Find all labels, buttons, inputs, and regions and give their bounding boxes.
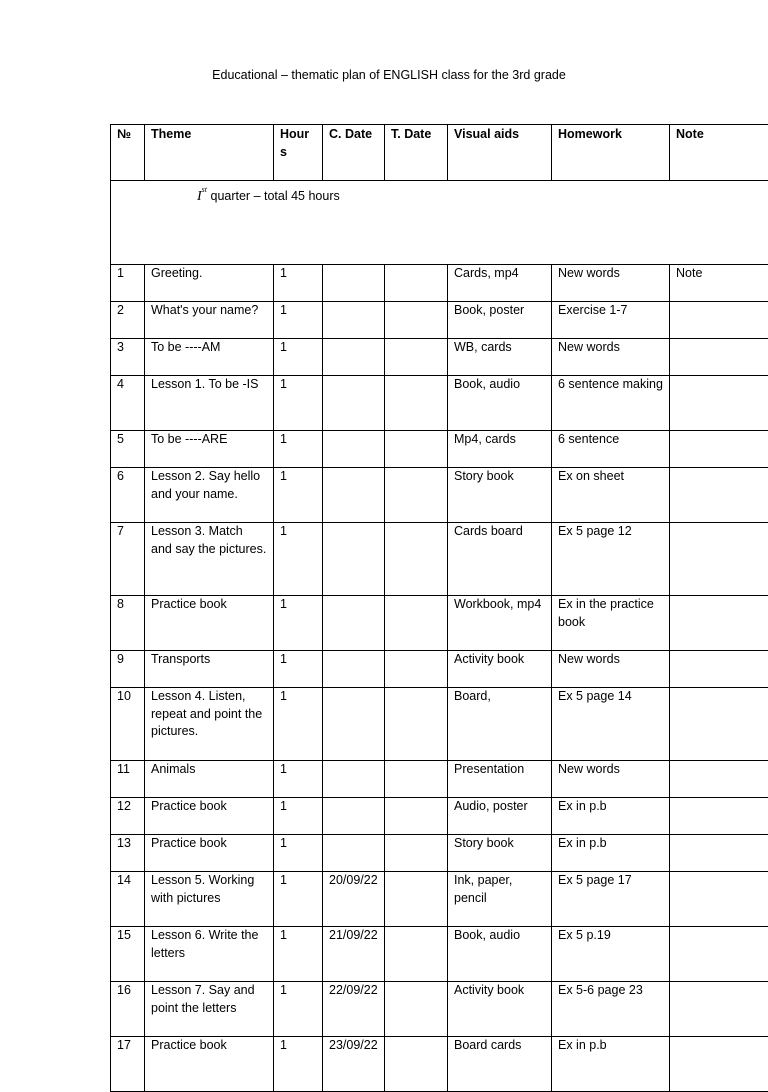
cell-visual-aids: Workbook, mp4: [448, 596, 552, 651]
header-number: №: [111, 125, 145, 181]
cell-hours: 1: [274, 835, 323, 872]
thematic-plan-table: [110, 124, 768, 1092]
cell-theme: Animals: [145, 761, 274, 798]
cell-homework: New words: [552, 265, 670, 302]
cell-c-date: [323, 651, 385, 688]
cell-hours: 1: [274, 468, 323, 523]
cell-note: [670, 982, 768, 1037]
document-title: Educational – thematic plan of ENGLISH class for the 3rd grade: [0, 68, 768, 82]
cell-number: 5: [111, 431, 145, 468]
cell-hours: 1: [274, 761, 323, 798]
cell-t-date: [385, 596, 448, 651]
cell-theme: Lesson 2. Say hello and your name.: [145, 468, 274, 523]
cell-visual-aids: Book, audio: [448, 376, 552, 431]
cell-t-date: [385, 927, 448, 982]
cell-hours: 1: [274, 872, 323, 927]
cell-theme: Lesson 6. Write the letters: [145, 927, 274, 982]
cell-homework: Ex 5 p.19: [552, 927, 670, 982]
cell-theme: Lesson 4. Listen, repeat and point the pictures.: [145, 688, 274, 761]
cell-note: [670, 798, 768, 835]
cell-theme: Lesson 3. Match and say the pictures.: [145, 523, 274, 596]
cell-visual-aids: Audio, poster: [448, 798, 552, 835]
table-row: [111, 798, 768, 835]
cell-note: [670, 468, 768, 523]
table-row: [111, 651, 768, 688]
cell-note: [670, 376, 768, 431]
cell-theme: What's your name?: [145, 302, 274, 339]
cell-theme: Lesson 1. To be -IS: [145, 376, 274, 431]
cell-t-date: [385, 302, 448, 339]
cell-c-date: [323, 468, 385, 523]
table-row: [111, 376, 768, 431]
cell-number: 12: [111, 798, 145, 835]
table-row: [111, 431, 768, 468]
cell-visual-aids: Board cards: [448, 1037, 552, 1092]
cell-t-date: [385, 761, 448, 798]
cell-t-date: [385, 872, 448, 927]
cell-t-date: [385, 688, 448, 761]
cell-visual-aids: Ink, paper, pencil: [448, 872, 552, 927]
cell-theme: Lesson 5. Working with pictures: [145, 872, 274, 927]
cell-c-date: [323, 688, 385, 761]
cell-c-date: [323, 835, 385, 872]
cell-hours: 1: [274, 302, 323, 339]
cell-t-date: [385, 651, 448, 688]
cell-c-date: [323, 798, 385, 835]
cell-c-date: 20/09/22: [323, 872, 385, 927]
cell-c-date: [323, 302, 385, 339]
cell-visual-aids: Book, audio: [448, 927, 552, 982]
header-note: Note: [670, 125, 768, 181]
cell-c-date: [323, 265, 385, 302]
cell-visual-aids: Board,: [448, 688, 552, 761]
cell-t-date: [385, 1037, 448, 1092]
cell-hours: 1: [274, 1037, 323, 1092]
cell-note: [670, 523, 768, 596]
cell-note: [670, 1037, 768, 1092]
cell-c-date: 23/09/22: [323, 1037, 385, 1092]
table-row: [111, 523, 768, 596]
cell-theme: Lesson 7. Say and point the letters: [145, 982, 274, 1037]
cell-number: 16: [111, 982, 145, 1037]
cell-t-date: [385, 468, 448, 523]
quarter-number: I: [197, 189, 202, 204]
cell-t-date: [385, 798, 448, 835]
cell-visual-aids: Mp4, cards: [448, 431, 552, 468]
cell-note: [670, 302, 768, 339]
quarter-title: [197, 181, 340, 206]
table-row: [111, 468, 768, 523]
cell-homework: New words: [552, 339, 670, 376]
table-row: [111, 982, 768, 1037]
table-header-row: [111, 125, 768, 181]
table-row: [111, 339, 768, 376]
table-row: [111, 265, 768, 302]
cell-hours: 1: [274, 651, 323, 688]
cell-visual-aids: Activity book: [448, 982, 552, 1037]
cell-number: 9: [111, 651, 145, 688]
cell-t-date: [385, 523, 448, 596]
cell-homework: Ex 5 page 12: [552, 523, 670, 596]
table-row: [111, 302, 768, 339]
cell-theme: Practice book: [145, 835, 274, 872]
cell-hours: 1: [274, 688, 323, 761]
cell-homework: Ex in p.b: [552, 798, 670, 835]
cell-hours: 1: [274, 523, 323, 596]
cell-number: 7: [111, 523, 145, 596]
table-row: [111, 688, 768, 761]
cell-number: 15: [111, 927, 145, 982]
cell-hours: 1: [274, 927, 323, 982]
header-t-date: T. Date: [385, 125, 448, 181]
cell-hours: 1: [274, 339, 323, 376]
table-row: [111, 872, 768, 927]
cell-visual-aids: Story book: [448, 468, 552, 523]
quarter-row: [111, 181, 768, 265]
cell-number: 14: [111, 872, 145, 927]
cell-homework: 6 sentence making: [552, 376, 670, 431]
cell-number: 8: [111, 596, 145, 651]
cell-homework: Ex on sheet: [552, 468, 670, 523]
cell-number: 11: [111, 761, 145, 798]
cell-visual-aids: Cards, mp4: [448, 265, 552, 302]
cell-t-date: [385, 835, 448, 872]
cell-hours: 1: [274, 798, 323, 835]
cell-t-date: [385, 982, 448, 1037]
cell-t-date: [385, 376, 448, 431]
cell-hours: 1: [274, 376, 323, 431]
cell-note: [670, 688, 768, 761]
header-c-date: C. Date: [323, 125, 385, 181]
table-row: [111, 1037, 768, 1092]
cell-theme: Practice book: [145, 596, 274, 651]
header-visual-aids: Visual aids: [448, 125, 552, 181]
cell-note: [670, 431, 768, 468]
cell-t-date: [385, 265, 448, 302]
quarter-cell: [111, 181, 768, 265]
cell-c-date: [323, 761, 385, 798]
cell-hours: 1: [274, 982, 323, 1037]
cell-note: [670, 835, 768, 872]
cell-note: [670, 651, 768, 688]
cell-c-date: [323, 376, 385, 431]
cell-hours: 1: [274, 265, 323, 302]
header-hours: Hours: [274, 125, 323, 181]
cell-homework: New words: [552, 761, 670, 798]
cell-number: 6: [111, 468, 145, 523]
table-row: [111, 761, 768, 798]
cell-note: [670, 927, 768, 982]
cell-c-date: [323, 431, 385, 468]
cell-theme: Practice book: [145, 1037, 274, 1092]
cell-number: 3: [111, 339, 145, 376]
cell-number: 1: [111, 265, 145, 302]
quarter-superscript: st: [202, 185, 207, 194]
cell-visual-aids: Activity book: [448, 651, 552, 688]
cell-number: 2: [111, 302, 145, 339]
cell-homework: Exercise 1-7: [552, 302, 670, 339]
cell-hours: 1: [274, 596, 323, 651]
cell-note: [670, 872, 768, 927]
cell-t-date: [385, 431, 448, 468]
cell-number: 10: [111, 688, 145, 761]
cell-t-date: [385, 339, 448, 376]
cell-hours: 1: [274, 431, 323, 468]
cell-homework: Ex 5 page 17: [552, 872, 670, 927]
cell-visual-aids: Story book: [448, 835, 552, 872]
cell-theme: Practice book: [145, 798, 274, 835]
cell-visual-aids: Cards board: [448, 523, 552, 596]
header-theme: Theme: [145, 125, 274, 181]
cell-theme: To be ----ARE: [145, 431, 274, 468]
cell-homework: 6 sentence: [552, 431, 670, 468]
cell-number: 13: [111, 835, 145, 872]
cell-visual-aids: Book, poster: [448, 302, 552, 339]
cell-theme: Transports: [145, 651, 274, 688]
cell-note: [670, 339, 768, 376]
cell-c-date: [323, 596, 385, 651]
cell-visual-aids: WB, cards: [448, 339, 552, 376]
cell-theme: To be ----AM: [145, 339, 274, 376]
table-row: [111, 596, 768, 651]
cell-c-date: 22/09/22: [323, 982, 385, 1037]
cell-homework: Ex in the practice book: [552, 596, 670, 651]
cell-homework: Ex 5 page 14: [552, 688, 670, 761]
table-row: [111, 835, 768, 872]
cell-c-date: 21/09/22: [323, 927, 385, 982]
cell-homework: New words: [552, 651, 670, 688]
cell-visual-aids: Presentation: [448, 761, 552, 798]
cell-homework: Ex in p.b: [552, 1037, 670, 1092]
cell-homework: Ex in p.b: [552, 835, 670, 872]
cell-c-date: [323, 339, 385, 376]
header-homework: Homework: [552, 125, 670, 181]
cell-note: [670, 761, 768, 798]
cell-note: Note: [670, 265, 768, 302]
cell-note: [670, 596, 768, 651]
cell-number: 17: [111, 1037, 145, 1092]
cell-number: 4: [111, 376, 145, 431]
cell-c-date: [323, 523, 385, 596]
cell-theme: Greeting.: [145, 265, 274, 302]
table-row: [111, 927, 768, 982]
cell-homework: Ex 5-6 page 23: [552, 982, 670, 1037]
quarter-label: quarter – total 45 hours: [207, 189, 340, 203]
